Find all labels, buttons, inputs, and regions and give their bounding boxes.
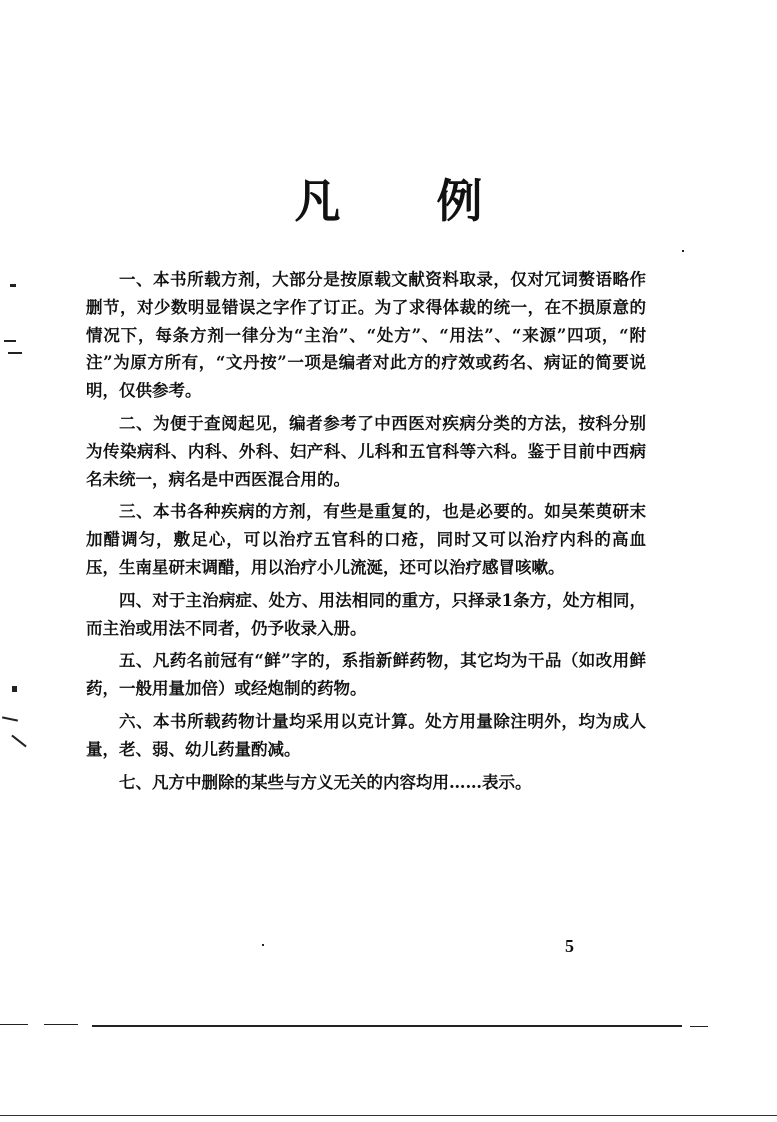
scan-speck	[2, 716, 18, 721]
paragraph-4: 四、对于主治病症、处方、用法相同的重方，只择录1条方，处方相同，而主治或用法不同者，仍予收录入册。	[86, 590, 646, 638]
scan-speck	[4, 340, 16, 342]
paragraph-7: 七、凡方中删除的某些与方义无关的内容均用……表示。	[119, 772, 532, 792]
paragraph-5: 五、凡药名前冠有“鲜”字的，系指新鲜药物，其它均为干品（如改用鲜药，一般用量加倍）或经炮制的药物。	[86, 651, 646, 699]
scan-speck	[262, 944, 264, 946]
scan-speck	[11, 735, 26, 748]
paragraph-6: 六、本书所载药物计量均采用以克计算。处方用量除注明外，均为成人量，老、弱、幼儿药量酌减。	[86, 711, 646, 759]
scan-speck	[10, 284, 16, 287]
paragraph-2: 二、为便于查阅起见，编者参考了中西医对疾病分类的方法，按科分别为传染病科、内科、外科、妇产科、儿科和五官科等六科。鉴于目前中西病名未统一，病名是中西医混合用的。	[86, 413, 646, 489]
scan-bottom-edge	[0, 1115, 777, 1116]
footer-rule-segment	[0, 1024, 28, 1025]
scan-speck	[12, 686, 17, 692]
title-char-2: 例	[436, 174, 483, 228]
title-char-1: 凡	[294, 174, 341, 228]
guidelines-body	[86, 266, 646, 801]
scan-speck	[682, 250, 684, 252]
paragraph-3: 三、本书各种疾病的方剂，有些是重复的，也是必要的。如吴茱萸研末加醋调匀，敷足心，可以治疗五官科的口疮，同时又可以治疗内科的高血压，生南星研末调醋，用以治疗小儿流涎，还可以治疗感冒咳嗽。	[86, 502, 646, 577]
footer-rule	[92, 1025, 682, 1027]
page-number: 5	[565, 936, 574, 956]
scan-speck	[8, 352, 22, 354]
footer-rule-segment	[690, 1026, 708, 1027]
paragraph-1: 一、本书所载方剂，大部分是按原载文献资料取录，仅对冗词赘语略作删节，对少数明显错误之字作了订正。为了求得体裁的统一，在不损原意的情况下，每条方剂一律分为“主治”、“处方”、“用法”、“来源”四项，“附注”为原方所有，“文丹按”一项是编者对此方的疗效或药名、病证的简要说明，仅供参考。	[86, 270, 646, 401]
page-title	[0, 165, 777, 231]
footer-rule-segment	[44, 1024, 78, 1025]
